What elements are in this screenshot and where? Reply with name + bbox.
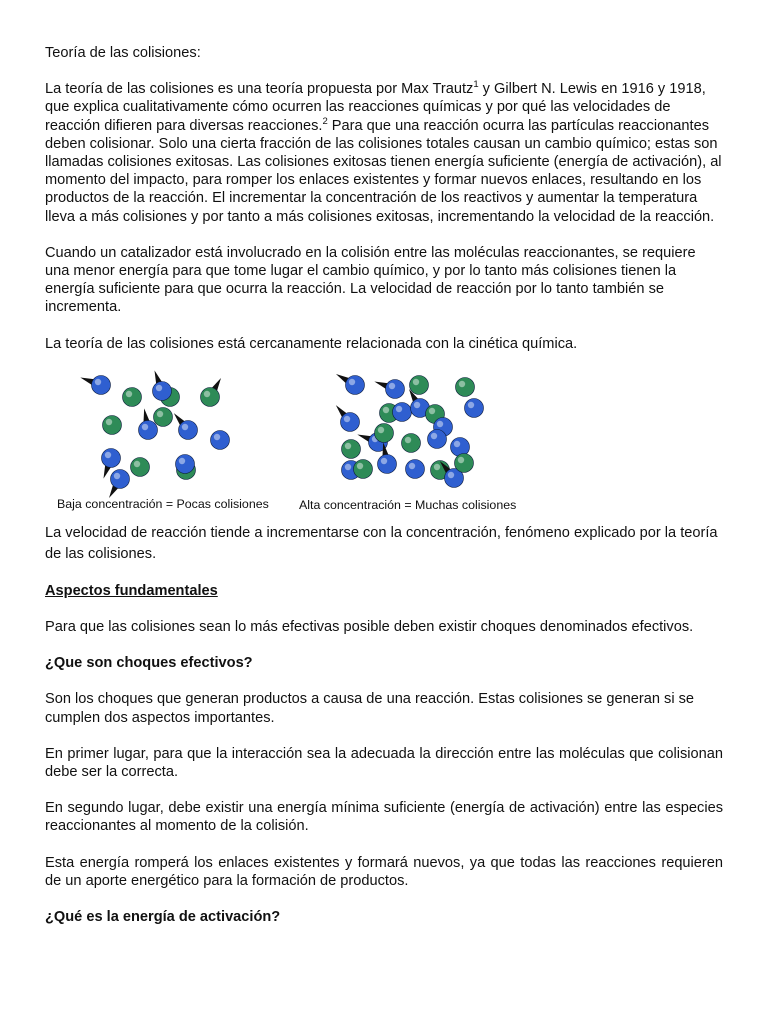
footnote-ref-2[interactable]: 2	[322, 115, 328, 127]
molecule-highlight	[405, 437, 411, 443]
green-molecule	[201, 378, 222, 407]
green-molecule	[342, 439, 361, 458]
paragraph-efectivas: Para que las colisiones sean lo más efectivas posible deben existir choques denominados efectivos.	[45, 619, 694, 636]
blue-molecule	[80, 375, 110, 394]
molecule-sphere	[428, 429, 447, 448]
molecule-highlight	[381, 458, 387, 464]
molecule-highlight	[114, 473, 120, 479]
molecule-highlight	[345, 464, 351, 470]
molecule-highlight	[454, 441, 460, 447]
paragraph-segundo-lugar: En segundo lugar, debe existir una energía mínima suficiente (energía de activación) entre las especies reaccionantes al momento de la colisión.	[45, 800, 723, 835]
blue-molecule	[336, 374, 365, 395]
blue-molecule	[465, 398, 484, 417]
green-molecule	[103, 415, 122, 434]
molecule-highlight	[414, 402, 420, 408]
molecule-sphere	[179, 420, 198, 439]
molecule-highlight	[459, 381, 465, 387]
molecule-highlight	[204, 391, 210, 397]
molecule-sphere	[176, 454, 195, 473]
molecule-sphere	[211, 430, 230, 449]
green-molecule	[456, 377, 475, 396]
molecule-highlight	[214, 434, 220, 440]
caption-low-concentration: Baja concentración = Pocas colisiones	[57, 496, 269, 511]
collision-figure	[45, 367, 723, 547]
molecule-highlight	[396, 406, 402, 412]
blue-molecule	[211, 430, 230, 449]
caption-high-concentration: Alta concentración = Muchas colisiones	[299, 497, 517, 512]
molecule-highlight	[126, 391, 132, 397]
molecule-highlight	[409, 463, 415, 469]
molecule-sphere	[410, 375, 429, 394]
heading-choques: ¿Que son choques efectivos?	[45, 655, 253, 672]
paragraph-intro: La teoría de las colisiones es una teoría propuesta por Max Trautz$^1$ y Gilbert N. Lewis en 1916 y 1918, que explica cualitativamente cómo ocurren las reacciones químicas y por qué las velocidades de reacción difieren para diversas reacciones.$^2$ Para que una reacción ocurra las partículas reaccionantes deben colisionar. Solo una cierta fracción de las colisiones totales causan un cambio químico; estas son llamadas colisiones exitosas. Las colisiones exitosas tienen energía suficiente (energía de activación), al momento del impacto, para romper los enlaces existentes y formar nuevos enlaces, resultando en los productos de la reacción. El incrementar la concentración de los reactivos y aumentar la temperatura lleva a más colisiones y por tanto a más colisiones exitosas, incrementando la velocidad de la reacción.	[45, 79, 722, 225]
molecule-sphere	[465, 398, 484, 417]
molecule-highlight	[413, 379, 419, 385]
molecule-sphere	[111, 469, 130, 488]
molecule-sphere	[342, 439, 361, 458]
molecule-highlight	[142, 424, 148, 430]
heading-aspectos: Aspectos fundamentales	[45, 582, 218, 599]
molecule-sphere	[139, 420, 158, 439]
molecule-highlight	[157, 411, 163, 417]
heading-energia-activacion: ¿Qué es la energía de activación?	[45, 909, 281, 926]
green-molecule	[354, 459, 373, 478]
blue-molecule	[374, 379, 404, 398]
molecule-sphere	[92, 375, 111, 394]
molecule-sphere	[393, 402, 412, 421]
molecule-highlight	[448, 472, 454, 478]
green-molecule	[131, 457, 150, 476]
molecule-highlight	[437, 421, 443, 427]
molecule-sphere	[153, 381, 172, 400]
molecule-sphere	[406, 459, 425, 478]
blue-molecule	[336, 405, 360, 431]
molecule-highlight	[105, 452, 111, 458]
molecule-highlight	[106, 419, 112, 425]
molecule-sphere	[456, 377, 475, 396]
molecule-sphere	[131, 457, 150, 476]
molecule-highlight	[357, 463, 363, 469]
blue-molecule	[109, 469, 130, 498]
blue-molecule	[393, 402, 412, 421]
paragraph-kinetics: La teoría de las colisiones está cercanamente relacionada con la cinética química.	[45, 335, 578, 352]
molecule-sphere	[103, 415, 122, 434]
molecule-highlight	[383, 407, 389, 413]
blue-molecule	[176, 454, 195, 473]
green-molecule	[123, 387, 142, 406]
molecule-sphere	[402, 433, 421, 452]
green-molecule	[375, 423, 394, 442]
molecule-sphere	[201, 387, 220, 406]
molecule-illustration	[45, 367, 723, 517]
blue-molecule	[153, 370, 172, 400]
molecule-highlight	[434, 464, 440, 470]
molecule-highlight	[468, 402, 474, 408]
molecule-highlight	[156, 385, 162, 391]
molecule-highlight	[389, 383, 395, 389]
molecule-sphere	[341, 412, 360, 431]
green-molecule	[402, 433, 421, 452]
paragraph-primer-lugar: En primer lugar, para que la interacción sea la adecuada la dirección entre las moléculas que colisionan debe ser la correcta.	[45, 745, 723, 781]
molecule-highlight	[431, 433, 437, 439]
molecule-sphere	[123, 387, 142, 406]
molecule-highlight	[349, 379, 355, 385]
green-molecule	[154, 407, 173, 426]
paragraph-catalyst: Cuando un catalizador está involucrado en la colisión entre las moléculas reaccionantes, se requiere una menor energía para que tome lugar el cambio químico, y por lo tanto más colisiones tienen la energía suficiente para que ocurra la reacción. La velocidad de reacción por lo tanto también se incrementa.	[45, 244, 696, 316]
molecule-sphere	[378, 454, 397, 473]
molecule-highlight	[95, 379, 101, 385]
molecule-sphere	[386, 379, 405, 398]
green-molecule	[455, 453, 474, 472]
paragraph-choques: Son los choques que generan productos a causa de una reacción. Estas colisiones se generan si se cumplen dos aspectos importantes.	[45, 691, 695, 726]
footnote-ref-1[interactable]: 1	[473, 79, 479, 91]
molecule-highlight	[344, 416, 350, 422]
paragraph-concentration: La velocidad de reacción tiende a incrementarse con la concentración, fenómeno explicado por la teoría de las colisiones.	[45, 524, 718, 562]
doc-title: Teoría de las colisiones:	[45, 45, 201, 61]
molecule-sphere	[375, 423, 394, 442]
molecule-highlight	[429, 408, 435, 414]
document-page	[45, 44, 723, 944]
molecule-sphere	[455, 453, 474, 472]
green-molecule	[410, 375, 429, 394]
molecule-sphere	[102, 448, 121, 467]
molecule-sphere	[346, 375, 365, 394]
molecule-sphere	[354, 459, 373, 478]
molecule-highlight	[182, 424, 188, 430]
molecule-highlight	[378, 427, 384, 433]
paragraph-energia: Esta energía romperá los enlaces existentes y formará nuevos, ya que todas las reacciones requieren de un aporte energético para la formación de productos.	[45, 854, 723, 889]
blue-molecule	[428, 429, 447, 448]
molecule-sphere	[154, 407, 173, 426]
molecule-highlight	[179, 458, 185, 464]
molecule-highlight	[458, 457, 464, 463]
blue-molecule	[406, 459, 425, 478]
molecule-highlight	[345, 443, 351, 449]
blue-molecule	[174, 413, 198, 439]
molecule-highlight	[134, 461, 140, 467]
